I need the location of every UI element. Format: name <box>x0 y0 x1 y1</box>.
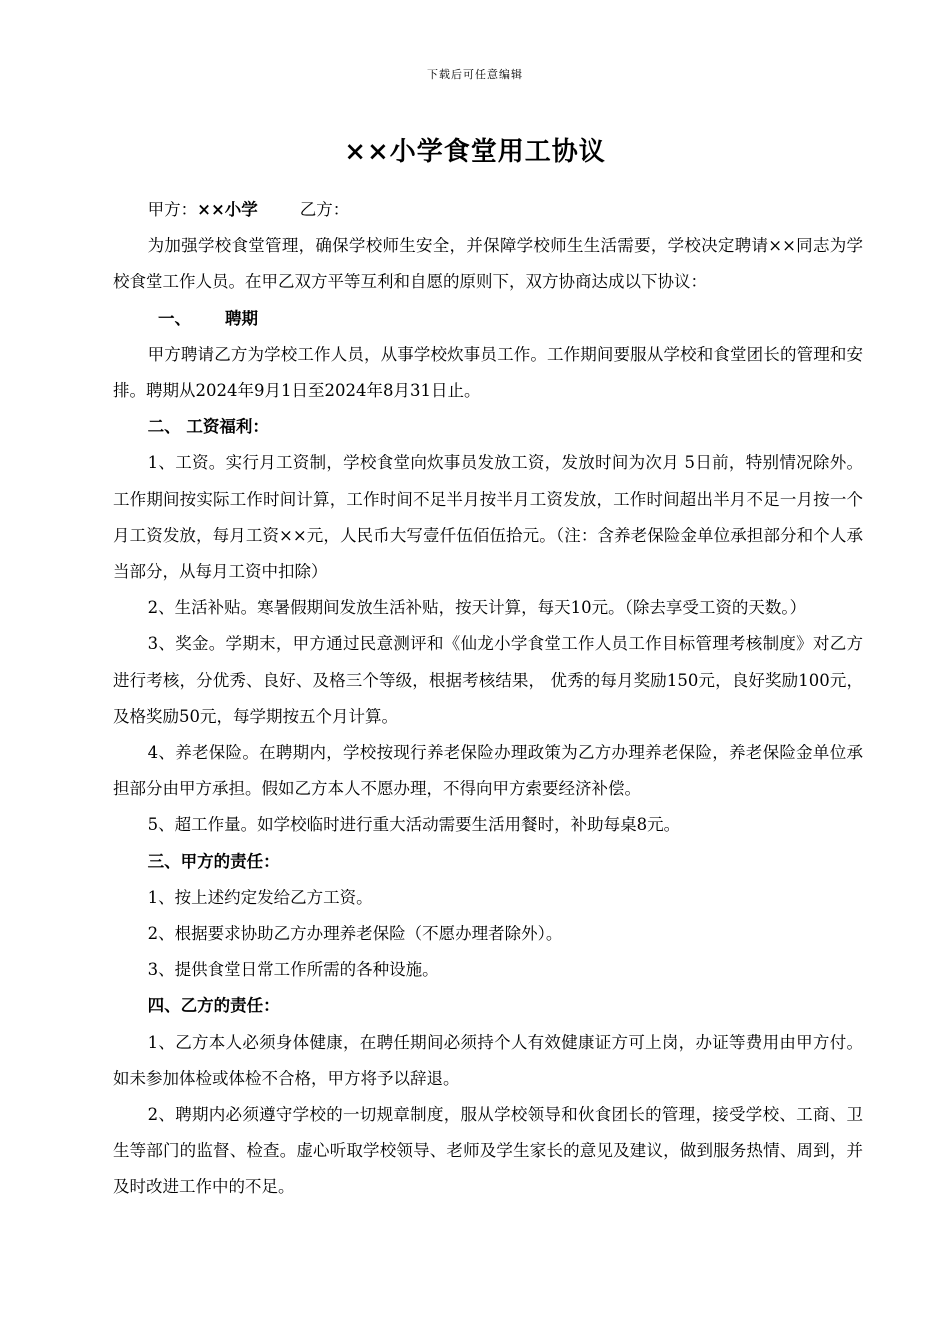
section-2-item: 5、超工作量。如学校临时进行重大活动需要生活用餐时，补助每桌8元。 <box>147 815 681 835</box>
intro-paragraph: 为加强学校食堂管理，确保学校师生安全，并保障学校师生生活需要，学校决定聘请××同志为学校食堂工作人员。在甲乙双方平等互利和自愿的原则下，双方协商达成以下协议： <box>113 236 863 292</box>
party-a-value: ××小学 <box>197 200 258 219</box>
section-2-item: 1、工资。实行月工资制，学校食堂向炊事员发放工资，发放时间为次月 5日前，特别情况除外。工作期间按实际工作时间计算，工作时间不足半月按半月工资发放，工作时间超出半月不足一月按一个月工资发放，每月工资××元，人民币大写壹仟伍佰伍拾元。（注：含养老保险金单位承担部分和个人承当部分，从每月工资中扣除） <box>113 453 863 582</box>
section-2-item: 2、生活补贴。寒暑假期间发放生活补贴，按天计算，每天10元。（除去享受工资的天数。） <box>147 598 807 618</box>
section-3-item: 1、按上述约定发给乙方工资。 <box>147 887 373 907</box>
party-b-label: 乙方： <box>299 200 350 219</box>
section-4-item: 1、乙方本人必须身体健康，在聘任期间必须持个人有效健康证方可上岗，办证等费用由甲方付。如未参加体检或体检不合格，甲方将予以辞退。 <box>113 1032 863 1088</box>
section-3-item: 2、根据要求协助乙方办理养老保险（不愿办理者除外）。 <box>147 924 563 944</box>
section-4-item: 2、聘期内必须遵守学校的一切规章制度，服从学校领导和伙食团长的管理，接受学校、工商、卫生等部门的监督、检查。虚心听取学校领导、老师及学生家长的意见及建议，做到服务热情、周到，并及时改进工作中的不足。 <box>113 1105 863 1197</box>
section-1-text: 甲方聘请乙方为学校工作人员，从事学校炊事员工作。工作期间要服从学校和食堂团长的管理和安排。聘期从2024年9月1日至2024年8月31日止。 <box>113 344 863 401</box>
document-title: ××小学食堂用工协议 <box>344 137 606 167</box>
parties-line <box>113 192 863 228</box>
section-2-item: 3、奖金。学期末，甲方通过民意测评和《仙龙小学食堂工作人员工作目标管理考核制度》对乙方进行考核，分优秀、良好、及格三个等级，根据考核结果， 优秀的每月奖励150元，良好奖励100元，及格奖励50元，每学期按五个月计算。 <box>113 634 863 726</box>
section-4-heading: 四、乙方的责任： <box>147 996 280 1016</box>
section-3-item: 3、提供食堂日常工作所需的各种设施。 <box>147 960 439 980</box>
section-2-heading: 二、 工资福利： <box>147 417 269 437</box>
section-3-heading: 三、甲方的责任： <box>147 851 280 871</box>
section-1-heading <box>113 301 863 337</box>
document-body <box>113 192 863 1206</box>
section-1-title: 聘期 <box>225 308 258 328</box>
header-note: 下载后可任意编辑 <box>427 68 523 81</box>
section-1-number: 一、 <box>158 308 191 328</box>
party-a-label: 甲方： <box>147 200 198 219</box>
section-2-item: 4、养老保险。在聘期内，学校按现行养老保险办理政策为乙方办理养老保险，养老保险金单位承担部分由甲方承担。假如乙方本人不愿办理，不得向甲方索要经济补偿。 <box>113 743 863 799</box>
